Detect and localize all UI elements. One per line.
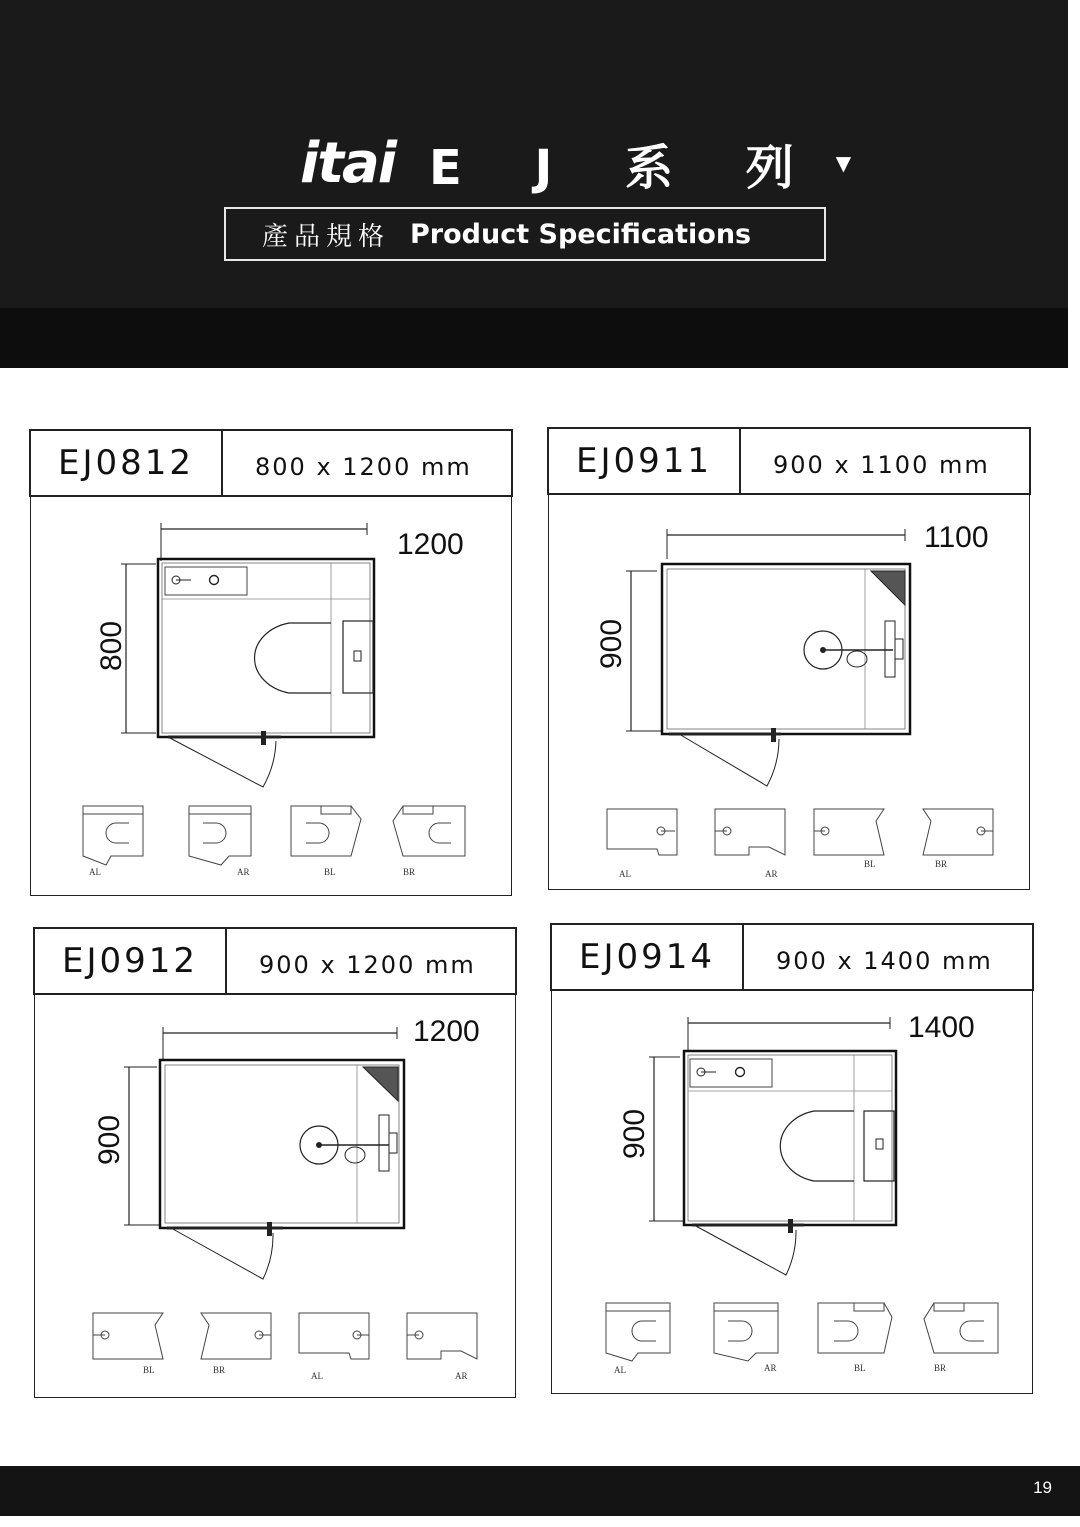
variant-label: BL <box>854 1363 866 1373</box>
card-header <box>33 927 517 995</box>
variant-thumbnails <box>83 806 465 877</box>
width-dimension-label: 1200 <box>397 528 464 561</box>
shower-layout-icon <box>300 1065 398 1223</box>
variant-label: AL <box>311 1371 323 1381</box>
depth-dimension-label: 800 <box>95 620 128 671</box>
model-code: EJ0912 <box>35 929 227 993</box>
floor-plan-drawing <box>549 429 1029 889</box>
page-footer <box>0 1466 1080 1516</box>
model-code: EJ0911 <box>549 429 741 493</box>
model-size: 900 x 1100 mm <box>773 451 990 479</box>
page-number: 19 <box>1033 1478 1052 1497</box>
toilet-vanity-layout-icon <box>162 563 373 733</box>
model-size: 900 x 1200 mm <box>259 951 476 979</box>
depth-dimension-label: 900 <box>595 618 628 669</box>
brand-row <box>300 128 851 198</box>
depth-dimension-label: 900 <box>93 1114 126 1165</box>
card-header <box>550 923 1034 991</box>
model-code: EJ0914 <box>552 925 744 989</box>
triangle-down-icon: ▼ <box>835 151 852 175</box>
floor-plan-drawing <box>35 929 515 1397</box>
spec-title-en: Product Specifications <box>410 218 752 250</box>
variant-thumbnails <box>93 1313 477 1381</box>
page-header <box>0 0 1068 368</box>
variant-label: BR <box>213 1365 226 1375</box>
variant-label: AL <box>619 869 631 879</box>
variant-label: AR <box>455 1371 468 1381</box>
card-header <box>547 427 1031 495</box>
variant-label: AR <box>765 869 778 879</box>
depth-dimension-label: 900 <box>618 1108 651 1159</box>
itai-logo: itai <box>300 130 395 196</box>
width-dimension-label: 1200 <box>413 1015 480 1048</box>
variant-label: BR <box>935 859 948 869</box>
variant-label: AL <box>89 867 101 877</box>
shower-layout-icon <box>804 569 905 729</box>
floor-plan-drawing <box>31 431 511 895</box>
variant-label: BL <box>864 859 876 869</box>
product-card-ej0914 <box>551 924 1033 1394</box>
product-card-ej0812 <box>30 430 512 896</box>
variant-thumbnails <box>606 1303 998 1375</box>
model-code: EJ0812 <box>31 431 223 495</box>
model-size: 800 x 1200 mm <box>255 453 472 481</box>
variant-label: AR <box>764 1363 777 1373</box>
variant-label: BL <box>143 1365 155 1375</box>
variant-label: BR <box>403 867 416 877</box>
variant-label: AL <box>614 1365 626 1375</box>
width-dimension-label: 1100 <box>924 521 989 554</box>
variant-label: BL <box>324 867 336 877</box>
card-header <box>29 429 513 497</box>
product-card-ej0911 <box>548 428 1030 890</box>
variant-thumbnails <box>607 809 993 879</box>
floor-plan-drawing <box>552 925 1032 1393</box>
variant-label: AR <box>237 867 250 877</box>
spec-banner <box>224 207 826 261</box>
variant-label: BR <box>934 1363 947 1373</box>
model-size: 900 x 1400 mm <box>776 947 993 975</box>
product-card-ej0912 <box>34 928 516 1398</box>
width-dimension-label: 1400 <box>908 1011 975 1044</box>
series-title: E J 系 列 <box>428 139 822 196</box>
spec-title-cn: 產品規格 <box>262 221 391 252</box>
toilet-vanity-layout-icon <box>688 1055 894 1221</box>
header-band <box>0 308 1068 368</box>
